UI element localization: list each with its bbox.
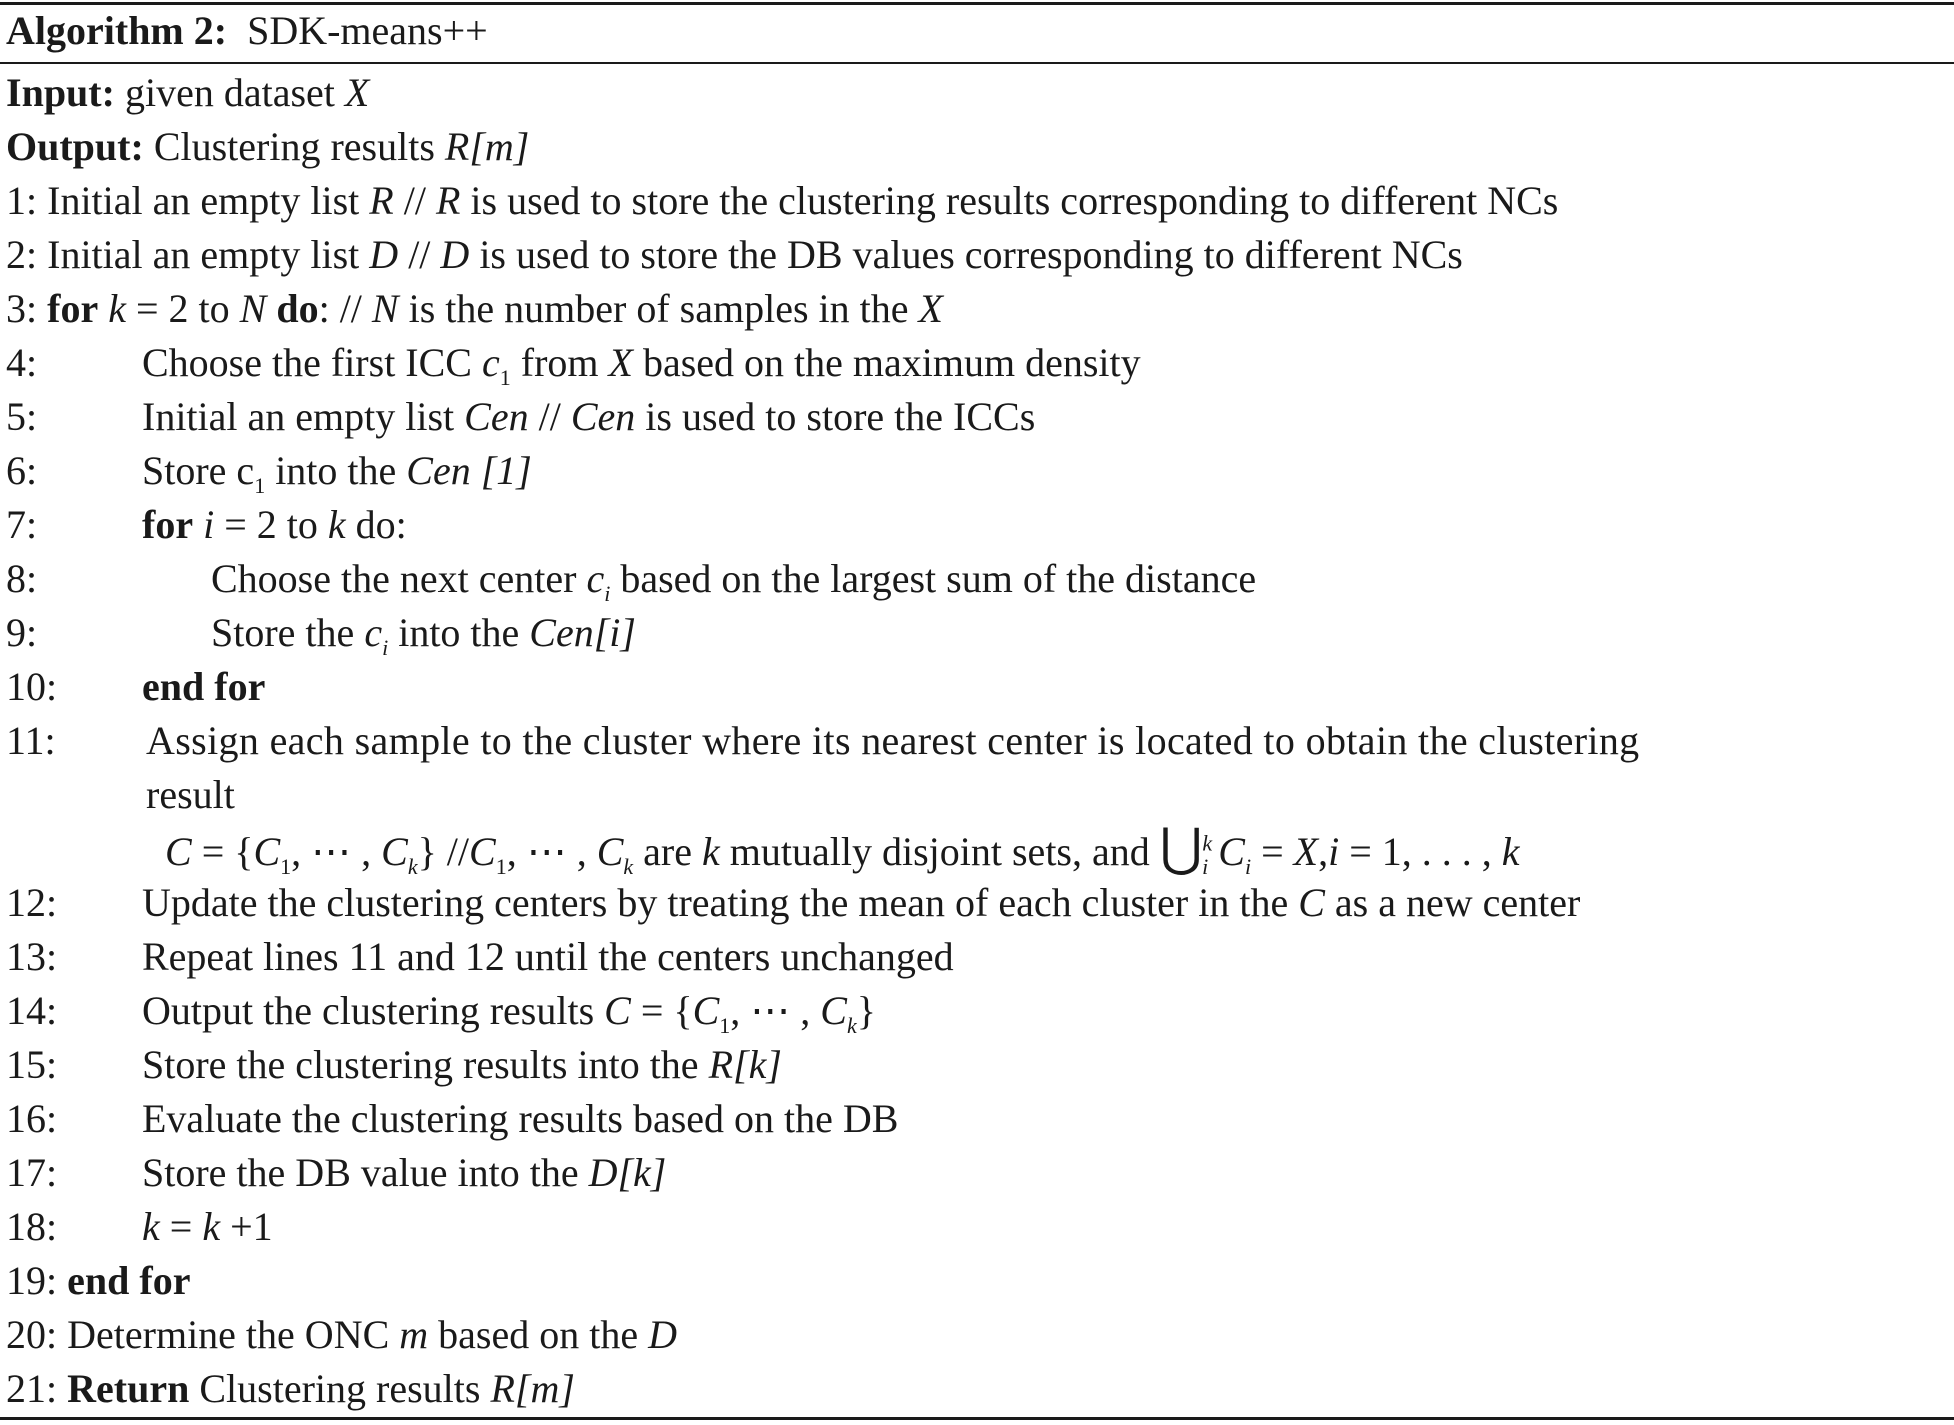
line-var: D bbox=[648, 1312, 677, 1357]
keyword-return: Return bbox=[67, 1366, 190, 1411]
line-var: Cen [1] bbox=[406, 448, 532, 493]
math-op: , ⋯ , bbox=[291, 829, 372, 874]
line-10 bbox=[6, 660, 266, 714]
line-var: X bbox=[608, 340, 633, 385]
line-text: into the bbox=[398, 610, 520, 655]
line-number: 1: bbox=[6, 178, 38, 223]
line-var: k bbox=[142, 1204, 160, 1249]
line-number: 18: bbox=[6, 1204, 58, 1249]
keyword-end-for: end for bbox=[67, 1258, 191, 1303]
line-number: 16: bbox=[6, 1096, 58, 1141]
line-9 bbox=[6, 606, 636, 660]
line-var: k bbox=[327, 502, 346, 547]
math-var: C bbox=[469, 829, 496, 874]
line-text: into the bbox=[275, 448, 397, 493]
line-var: c bbox=[586, 556, 605, 601]
line-text: result bbox=[146, 772, 235, 817]
line-var: D bbox=[369, 232, 399, 277]
line-text: are bbox=[643, 829, 692, 874]
math-op: = 1, . . . , bbox=[1349, 829, 1492, 874]
line-11-formula bbox=[165, 820, 1520, 879]
math-op: } // bbox=[417, 829, 470, 874]
input-text: given dataset bbox=[124, 70, 335, 115]
subscript: i bbox=[1202, 854, 1209, 879]
math-var: i bbox=[1328, 829, 1340, 874]
algorithm-title bbox=[6, 0, 488, 62]
header-rule bbox=[0, 62, 1954, 64]
line-var: Cen bbox=[464, 394, 529, 439]
math-op: = bbox=[169, 1204, 193, 1249]
math-var: C bbox=[165, 829, 192, 874]
algorithm-name: SDK-means++ bbox=[247, 8, 488, 53]
subscript: k bbox=[623, 854, 634, 879]
comment-sep: // bbox=[538, 394, 561, 439]
math-var: k bbox=[702, 829, 720, 874]
line-number: 2: bbox=[6, 232, 38, 277]
line-body bbox=[142, 1200, 273, 1254]
line-number: 14: bbox=[6, 988, 58, 1033]
line-6 bbox=[6, 444, 532, 498]
math-var: C bbox=[692, 988, 720, 1033]
line-text: Store the DB value into the bbox=[142, 1150, 579, 1195]
subscript: i bbox=[1244, 854, 1252, 879]
line-text: from bbox=[520, 340, 599, 385]
line-body bbox=[142, 498, 407, 552]
line-13 bbox=[6, 930, 954, 984]
line-body bbox=[211, 606, 636, 660]
line-number: 6: bbox=[6, 448, 38, 493]
line-var: C bbox=[1298, 880, 1325, 925]
math-op: , ⋯ , bbox=[730, 988, 811, 1033]
line-16 bbox=[6, 1092, 899, 1146]
line-2 bbox=[6, 228, 1463, 282]
line-11 bbox=[6, 714, 1640, 768]
line-body bbox=[142, 876, 1580, 930]
line-text: as a new center bbox=[1334, 880, 1581, 925]
line-text: Store c bbox=[142, 448, 255, 493]
line-text: Store the bbox=[211, 610, 355, 655]
math-op: , ⋯ , bbox=[506, 829, 587, 874]
line-body bbox=[142, 336, 1141, 390]
keyword-for: for bbox=[47, 286, 99, 331]
line-number: 19: bbox=[6, 1258, 58, 1303]
input-line bbox=[6, 66, 369, 120]
line-var: m bbox=[399, 1312, 429, 1357]
line-text: based on the bbox=[438, 1312, 639, 1357]
math-var: C bbox=[604, 988, 631, 1033]
line-text: Choose the first ICC bbox=[142, 340, 472, 385]
line-text: Initial an empty list bbox=[47, 178, 360, 223]
line-text: Output the clustering results bbox=[142, 988, 595, 1033]
line-number: 15: bbox=[6, 1042, 58, 1087]
math-op: +1 bbox=[230, 1204, 273, 1249]
subscript: k bbox=[407, 854, 418, 879]
line-var: N bbox=[239, 286, 267, 331]
line-number: 21: bbox=[6, 1366, 58, 1411]
line-var: k bbox=[202, 1204, 221, 1249]
math-var: C bbox=[596, 829, 624, 874]
line-number: 13: bbox=[6, 934, 58, 979]
subscript: k bbox=[846, 1013, 857, 1038]
line-text: is used to store the DB values corresponding to different NCs bbox=[479, 232, 1463, 277]
line-number: 9: bbox=[6, 610, 38, 655]
line-var: R bbox=[435, 178, 461, 223]
line-19 bbox=[6, 1254, 190, 1308]
subscript: 1 bbox=[495, 854, 507, 879]
line-8 bbox=[6, 552, 1257, 606]
comment-sep: // bbox=[408, 232, 431, 277]
line-text: = 2 to bbox=[135, 286, 230, 331]
line-var: R[k] bbox=[708, 1042, 782, 1087]
line-text: Determine the ONC bbox=[67, 1312, 390, 1357]
keyword-end-for: end for bbox=[142, 664, 266, 709]
line-text: Store the clustering results into the bbox=[142, 1042, 699, 1087]
line-number: 3: bbox=[6, 286, 38, 331]
keyword-for: for bbox=[142, 502, 194, 547]
comment-sep: // bbox=[403, 178, 426, 223]
line-var: R[m] bbox=[490, 1366, 575, 1411]
line-20 bbox=[6, 1308, 677, 1362]
subscript: 1 bbox=[280, 854, 292, 879]
line-var: D bbox=[440, 232, 470, 277]
math-var: C bbox=[1218, 829, 1245, 874]
line-var: c bbox=[481, 340, 500, 385]
math-var: C bbox=[253, 829, 281, 874]
union-symbol: ⋃ bbox=[1159, 820, 1203, 877]
math-op: , bbox=[1318, 829, 1329, 874]
subscript: 1 bbox=[499, 365, 511, 390]
math-op: = { bbox=[640, 988, 693, 1033]
line-text: mutually disjoint sets, and bbox=[729, 829, 1150, 874]
line-number: 4: bbox=[6, 340, 38, 385]
line-15 bbox=[6, 1038, 782, 1092]
line-body bbox=[142, 1146, 666, 1200]
line-body bbox=[142, 984, 876, 1038]
line-var: i bbox=[203, 502, 215, 547]
output-line bbox=[6, 120, 529, 174]
math-op: = bbox=[1261, 829, 1284, 874]
input-var: X bbox=[344, 70, 370, 115]
line-14 bbox=[6, 984, 876, 1038]
line-text: based on the largest sum of the distance bbox=[620, 556, 1257, 601]
line-4 bbox=[6, 336, 1141, 390]
line-var: R bbox=[369, 178, 394, 223]
input-label: Input: bbox=[6, 70, 115, 115]
line-body bbox=[142, 1038, 782, 1092]
line-21 bbox=[6, 1362, 575, 1416]
line-number: 7: bbox=[6, 502, 38, 547]
line-body bbox=[211, 552, 1256, 606]
line-var: D[k] bbox=[588, 1150, 667, 1195]
line-text: do: bbox=[355, 502, 407, 547]
line-var: c bbox=[364, 610, 383, 655]
math-op: } bbox=[856, 988, 876, 1033]
line-var: N bbox=[371, 286, 399, 331]
line-var: Cen bbox=[570, 394, 636, 439]
line-var: k bbox=[108, 286, 126, 331]
line-var: Cen[i] bbox=[529, 610, 636, 655]
math-var: X bbox=[1293, 829, 1319, 874]
math-op: = { bbox=[201, 829, 254, 874]
superscript: k bbox=[1202, 830, 1213, 856]
line-text: : // bbox=[318, 286, 362, 331]
line-1 bbox=[6, 174, 1558, 228]
keyword-do: do bbox=[276, 286, 319, 331]
line-number: 8: bbox=[6, 556, 38, 601]
subscript: i bbox=[382, 635, 389, 660]
line-number: 10: bbox=[6, 664, 58, 709]
line-text: is used to store the ICCs bbox=[645, 394, 1036, 439]
line-text: = 2 to bbox=[224, 502, 318, 547]
line-text: Evaluate the clustering results based on the DB bbox=[142, 1096, 899, 1141]
math-var: C bbox=[820, 988, 847, 1033]
line-text: is the number of samples in the bbox=[408, 286, 909, 331]
line-body bbox=[142, 390, 1035, 444]
line-text: is used to store the clustering results corresponding to different NCs bbox=[470, 178, 1559, 223]
subscript: 1 bbox=[719, 1013, 731, 1038]
line-text: Update the clustering centers by treating the mean of each cluster in the bbox=[142, 880, 1289, 925]
line-7 bbox=[6, 498, 407, 552]
line-text: Clustering results bbox=[199, 1366, 481, 1411]
bottom-rule bbox=[0, 1417, 1954, 1420]
line-text: Repeat lines 11 and 12 until the centers unchanged bbox=[142, 934, 954, 979]
line-text: Initial an empty list bbox=[47, 232, 360, 277]
line-text: Initial an empty list bbox=[142, 394, 455, 439]
line-number: 20: bbox=[6, 1312, 58, 1357]
line-number: 11: bbox=[6, 718, 56, 763]
line-text: Choose the next center bbox=[211, 556, 577, 601]
math-var: C bbox=[381, 829, 408, 874]
line-text: based on the maximum density bbox=[642, 340, 1141, 385]
line-text: Assign each sample to the cluster where its nearest center is located to obtain the clustering bbox=[146, 718, 1640, 763]
line-3 bbox=[6, 282, 943, 336]
output-label: Output: bbox=[6, 124, 144, 169]
line-number: 17: bbox=[6, 1150, 58, 1195]
line-number: 5: bbox=[6, 394, 38, 439]
math-var: k bbox=[1501, 829, 1520, 874]
subscript: i bbox=[604, 581, 611, 606]
line-5 bbox=[6, 390, 1036, 444]
output-var: R[m] bbox=[444, 124, 530, 169]
subscript: 1 bbox=[254, 473, 266, 498]
algorithm-label: Algorithm 2: bbox=[6, 8, 228, 53]
line-body bbox=[142, 444, 532, 498]
line-var: X bbox=[918, 286, 943, 331]
line-12 bbox=[6, 876, 1581, 930]
line-17 bbox=[6, 1146, 667, 1200]
output-text: Clustering results bbox=[153, 124, 435, 169]
line-number: 12: bbox=[6, 880, 58, 925]
line-18 bbox=[6, 1200, 273, 1254]
